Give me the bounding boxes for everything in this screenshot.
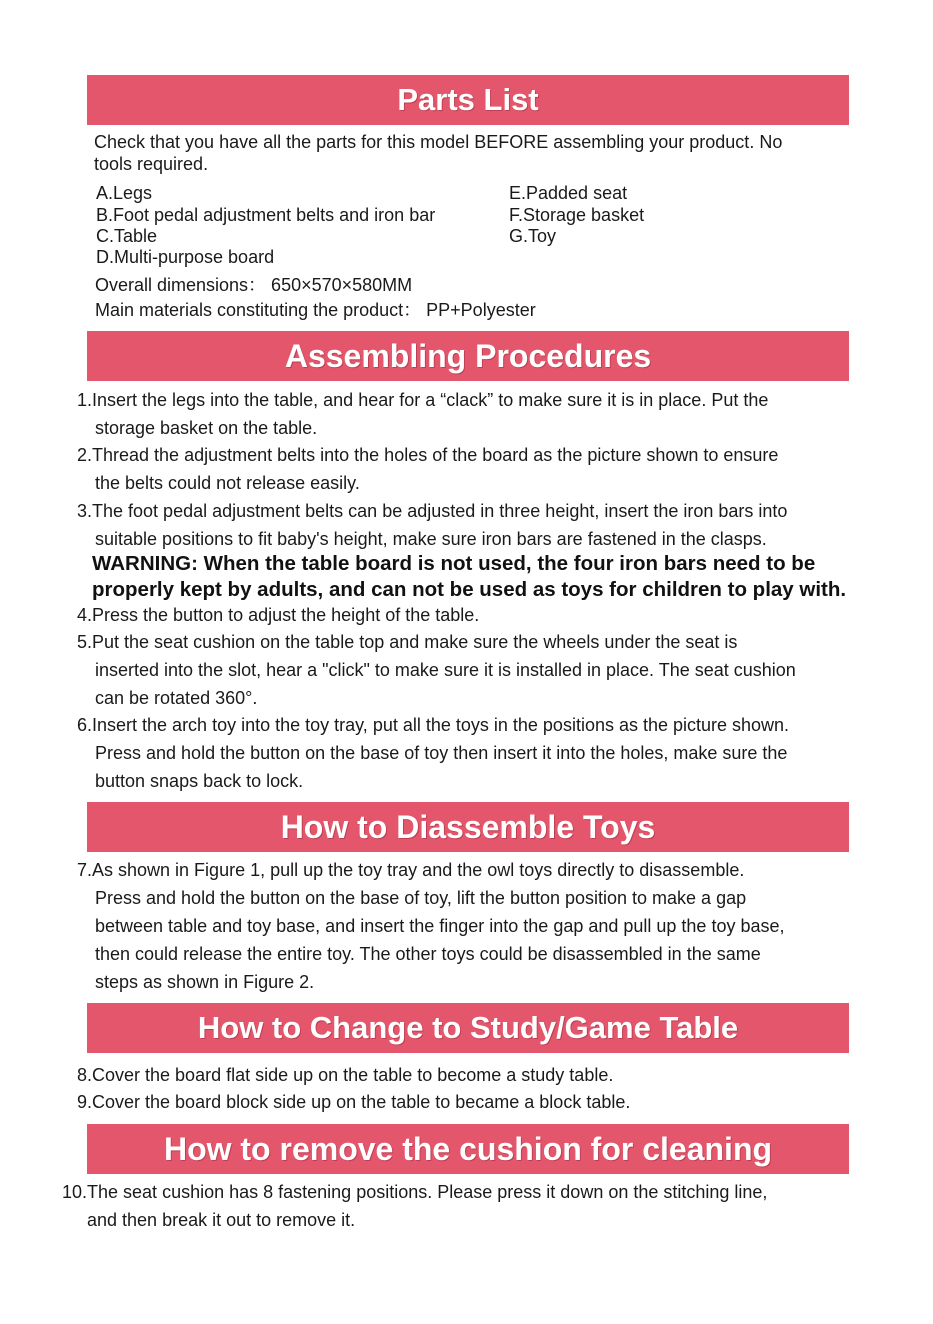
step-5-line2: inserted into the slot, hear a "click" to make sure it is installed in place. The seat cushion bbox=[95, 660, 796, 680]
part-item-b: B.Foot pedal adjustment belts and iron bar bbox=[96, 205, 436, 225]
part-item-d: D.Multi-purpose board bbox=[96, 247, 275, 267]
step-1 bbox=[77, 386, 768, 442]
assembling-title: Assembling Procedures bbox=[284, 337, 652, 374]
parts-list-banner bbox=[87, 75, 849, 125]
diassemble-title: How to Diassemble Toys bbox=[280, 808, 656, 845]
step-3-line1: 3.The foot pedal adjustment belts can be adjusted in three height, insert the iron bars into bbox=[77, 501, 788, 521]
step-10-line1: 10.The seat cushion has 8 fastening positions. Please press it down on the stitching line, bbox=[62, 1182, 768, 1202]
step-2 bbox=[77, 441, 778, 497]
parts-list-title: Parts List bbox=[397, 82, 539, 117]
step-6-line1: 6.Insert the arch toy into the toy tray, put all the toys in the positions as the picture shown. bbox=[77, 715, 790, 735]
step-7-line1: 7.As shown in Figure 1, pull up the toy tray and the owl toys directly to disassemble. bbox=[77, 860, 745, 880]
step-5-line1: 5.Put the seat cushion on the table top and make sure the wheels under the seat is bbox=[77, 632, 738, 652]
step-7-line3: between table and toy base, and insert the finger into the gap and pull up the toy base, bbox=[95, 916, 785, 936]
step-7-line4: then could release the entire toy. The other toys could be disassembled in the same bbox=[95, 944, 761, 964]
step-5 bbox=[77, 628, 796, 712]
study-banner bbox=[87, 1003, 849, 1053]
cushion-banner bbox=[87, 1124, 849, 1174]
step-9: 9.Cover the board block side up on the table to became a block table. bbox=[77, 1092, 631, 1112]
part-item-c: C.Table bbox=[96, 226, 158, 246]
step-1-line2: storage basket on the table. bbox=[95, 418, 318, 438]
step-7-line5: steps as shown in Figure 2. bbox=[95, 972, 315, 992]
step-10-line2: and then break it out to remove it. bbox=[87, 1210, 356, 1230]
step-10 bbox=[62, 1178, 767, 1234]
step-8: 8.Cover the board flat side up on the table to become a study table. bbox=[77, 1065, 614, 1085]
step-6 bbox=[77, 711, 789, 795]
step-7-line2: Press and hold the button on the base of toy, lift the button position to make a gap bbox=[95, 888, 747, 908]
step-7 bbox=[77, 856, 785, 996]
parts-intro-line1: Check that you have all the parts for this model BEFORE assembling your product. No bbox=[94, 132, 783, 152]
step-2-line2: the belts could not release easily. bbox=[95, 473, 360, 493]
cushion-title: How to remove the cushion for cleaning bbox=[163, 1130, 773, 1167]
step-4 bbox=[77, 601, 479, 629]
step-4-line1: 4.Press the button to adjust the height of the table. bbox=[77, 605, 480, 625]
warning-line1: WARNING: When the table board is not used, the four iron bars need to be bbox=[92, 552, 816, 575]
part-item-g: G.Toy bbox=[509, 226, 557, 246]
step-5-line3: can be rotated 360°. bbox=[95, 688, 258, 708]
step-6-line2: Press and hold the button on the base of toy then insert it into the holes, make sure the bbox=[95, 743, 788, 763]
part-item-f: F.Storage basket bbox=[509, 205, 645, 225]
overall-dimensions: Overall dimensions： 650×570×580MM bbox=[95, 275, 413, 295]
step-2-line1: 2.Thread the adjustment belts into the holes of the board as the picture shown to ensure bbox=[77, 445, 779, 465]
study-title: How to Change to Study/Game Table bbox=[197, 1010, 739, 1045]
step-1-line1: 1.Insert the legs into the table, and hear for a “clack” to make sure it is in place. Put the bbox=[77, 390, 769, 410]
step-3-line2: suitable positions to fit baby's height, make sure iron bars are fastened in the clasps. bbox=[95, 529, 767, 549]
parts-intro-line2: tools required. bbox=[94, 154, 209, 174]
step-6-line3: button snaps back to lock. bbox=[95, 771, 304, 791]
part-item-a: A.Legs bbox=[96, 183, 153, 203]
main-materials: Main materials constituting the product： PP+Polyester bbox=[95, 300, 536, 320]
assembling-banner bbox=[87, 331, 849, 381]
part-item-e: E.Padded seat bbox=[509, 183, 628, 203]
diassemble-banner bbox=[87, 802, 849, 852]
warning-line2: properly kept by adults, and can not be used as toys for children to play with. bbox=[92, 578, 847, 601]
step-3 bbox=[77, 497, 787, 553]
